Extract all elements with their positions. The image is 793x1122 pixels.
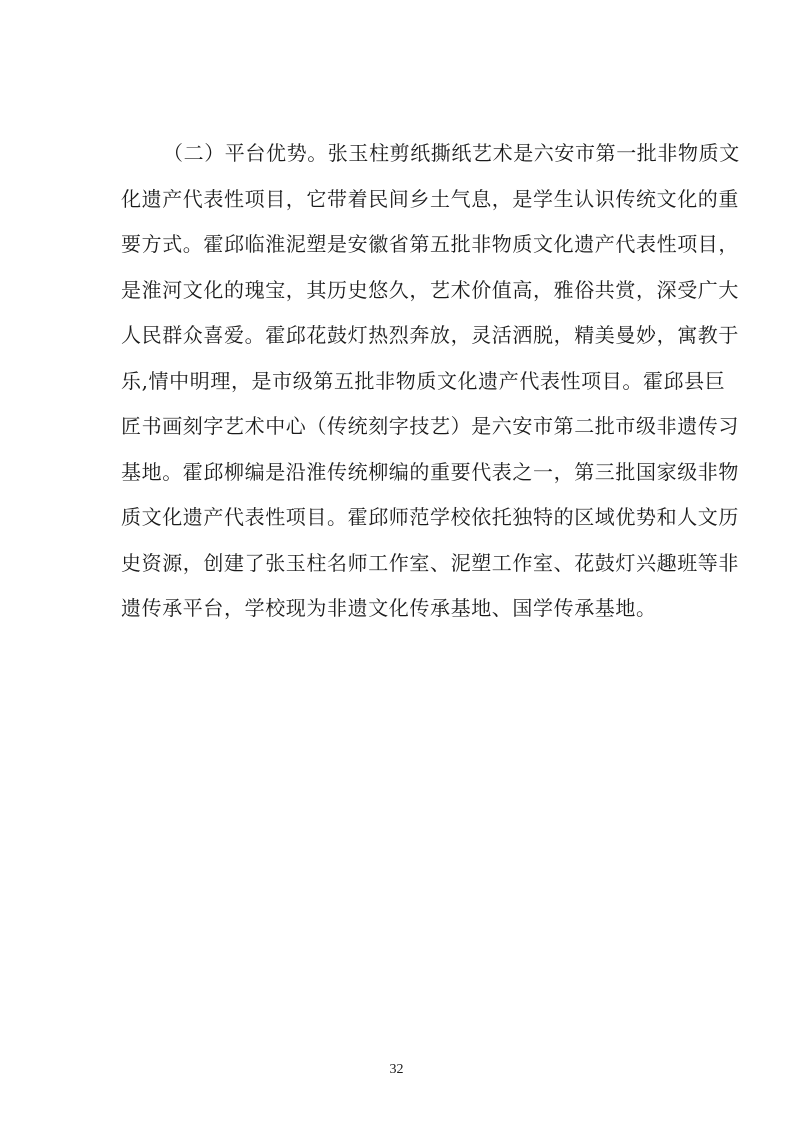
paragraph-line: 乐,情中明理，是市级第五批非物质文化遗产代表性项目。霍邱县巨	[121, 368, 726, 393]
paragraph-line: 要方式。霍邱临淮泥塑是安徽省第五批非物质文化遗产代表性项目，	[121, 232, 739, 256]
page-number: 32	[389, 1062, 404, 1077]
paragraph-line: 人民群众喜爱。霍邱花鼓灯热烈奔放，灵活洒脱，精美曼妙，寓教于	[121, 323, 739, 347]
paragraph-line: 匠书画刻字艺术中心（传统刻字技艺）是六安市第二批市级非遗传习	[121, 414, 739, 438]
paragraph-line: 基地。霍邱柳编是沿淮传统柳编的重要代表之一，第三批国家级非物	[121, 459, 739, 484]
paragraph-line: 是淮河文化的瑰宝，其历史悠久，艺术价值高，雅俗共赏，深受广大	[121, 277, 739, 302]
paragraph-line: 史资源，创建了张玉柱名师工作室、泥塑工作室、花鼓灯兴趣班等非	[121, 550, 739, 575]
paragraph-line: 化遗产代表性项目，它带着民间乡土气息，是学生认识传统文化的重	[121, 186, 739, 211]
paragraph-line: 质文化遗产代表性项目。霍邱师范学校依托独特的区域优势和人文历	[121, 505, 739, 529]
paragraph-line: （二）平台优势。张玉柱剪纸撕纸艺术是六安市第一批非物质文	[163, 141, 740, 165]
body-paragraph	[121, 131, 740, 632]
paragraph-line: 遗传承平台，学校现为非遗文化传承基地、国学传承基地。	[121, 596, 657, 620]
